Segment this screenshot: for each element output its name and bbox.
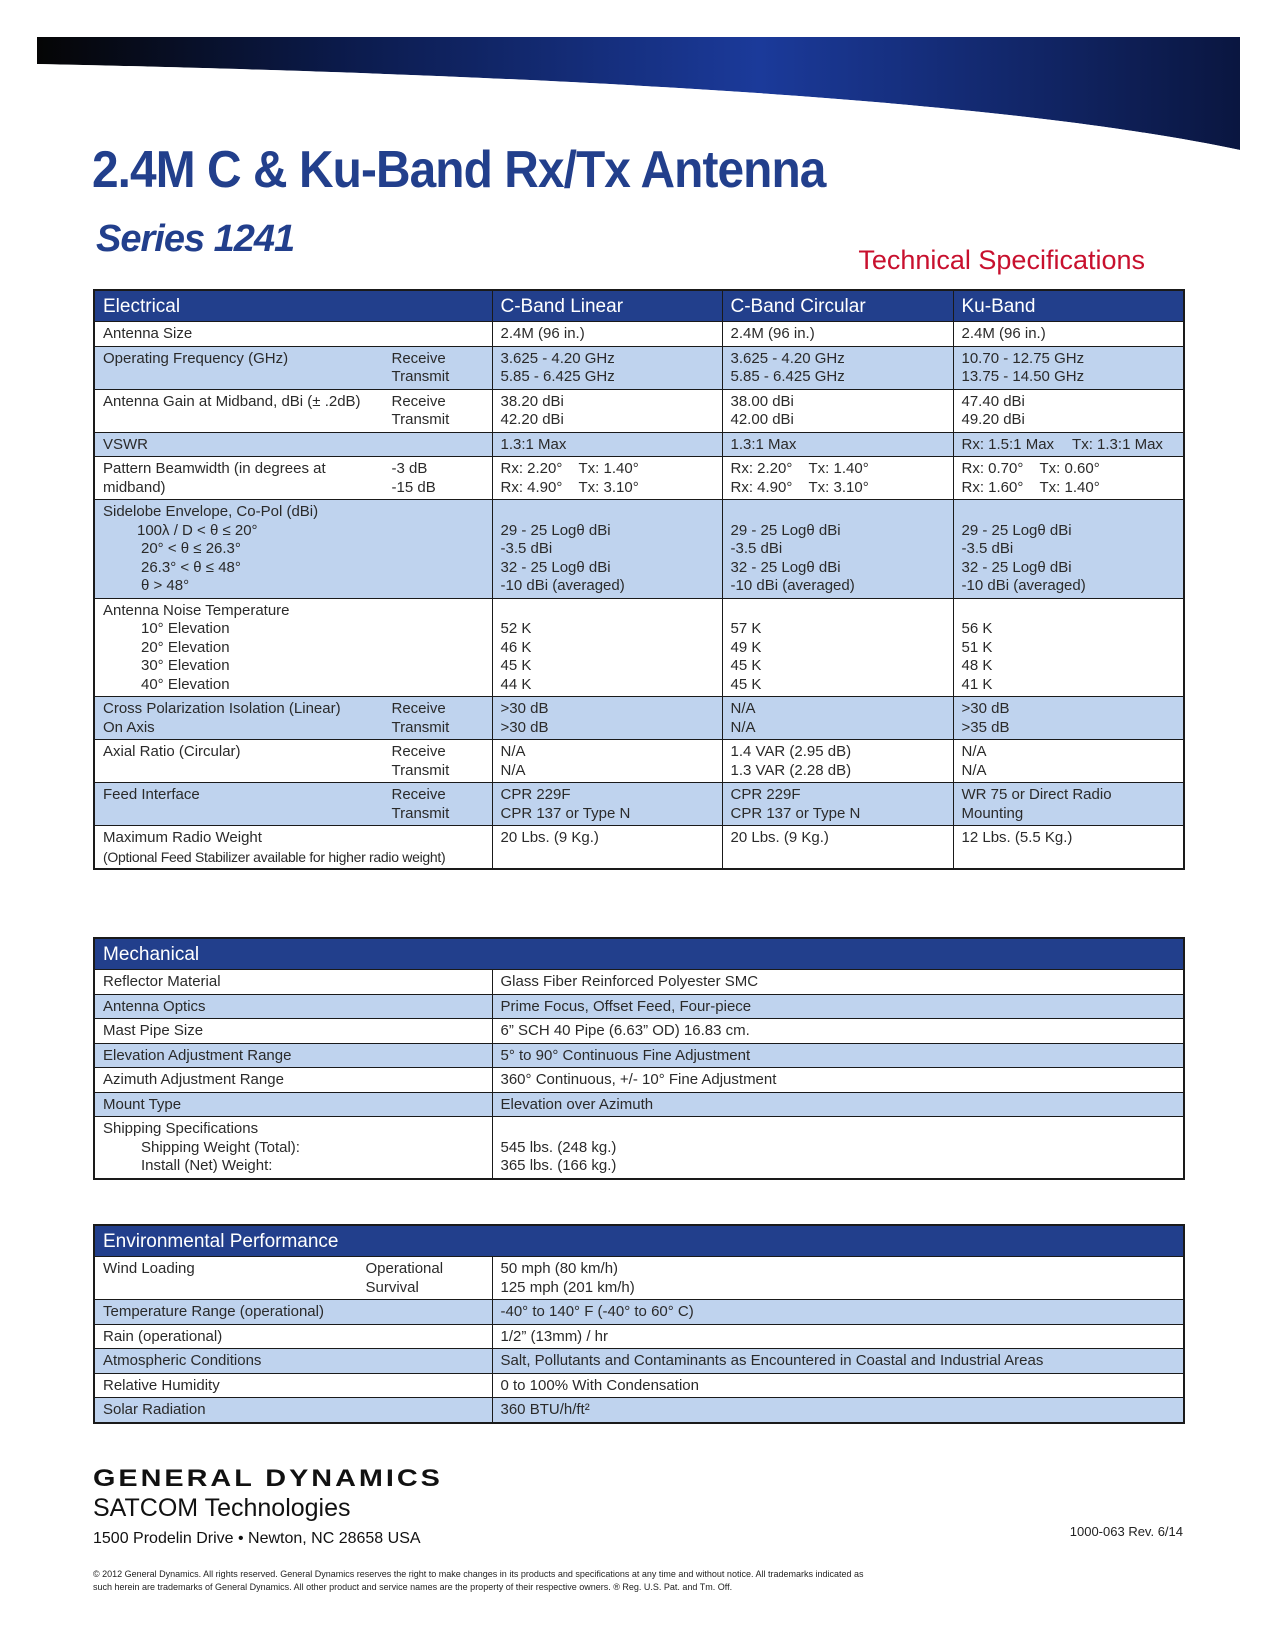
cell-line: N/A bbox=[500, 761, 526, 779]
table-row bbox=[94, 1068, 1184, 1093]
cell-line: -10 dBi (averaged) bbox=[730, 577, 855, 594]
row-label: On Axis bbox=[103, 718, 155, 736]
environmental-header: Environmental Performance bbox=[94, 1225, 1184, 1257]
cell-line: -10 dBi (averaged) bbox=[961, 577, 1086, 594]
cell-line: Rx: 4.90° bbox=[500, 478, 563, 496]
row-label: Antenna Noise Temperature bbox=[103, 601, 290, 619]
cell-line: -10 dBi (averaged) bbox=[500, 577, 625, 594]
cell-value: 0 to 100% With Condensation bbox=[492, 1373, 1184, 1398]
cell-line: CPR 137 or Type N bbox=[500, 804, 631, 822]
condition-line: 20° < θ ≤ 26.3° bbox=[141, 540, 241, 557]
table-row bbox=[94, 322, 1184, 347]
condition-line: 20° Elevation bbox=[141, 638, 230, 656]
cell-line: 13.75 - 14.50 GHz bbox=[961, 368, 1085, 385]
cell-line: 38.00 dBi bbox=[730, 392, 794, 410]
table-row bbox=[94, 432, 1184, 457]
cell-line: 48 K bbox=[961, 657, 993, 674]
table-row bbox=[94, 1092, 1184, 1117]
row-label: Atmospheric Conditions bbox=[94, 1349, 492, 1374]
cell-line: 52 K bbox=[500, 620, 532, 637]
cell-value: 2.4M (96 in.) bbox=[722, 322, 953, 347]
row-label-cell bbox=[94, 697, 492, 740]
table-row bbox=[94, 1043, 1184, 1068]
cell-value bbox=[492, 457, 722, 500]
mechanical-spec-table bbox=[93, 937, 1185, 1180]
table-row bbox=[94, 1398, 1184, 1423]
table-row bbox=[94, 697, 1184, 740]
condition-line: θ > 48° bbox=[141, 577, 190, 594]
cell-line: Rx: 1.5:1 Max bbox=[961, 435, 1055, 453]
sub-label: Transmit bbox=[391, 411, 450, 428]
cell-value bbox=[722, 457, 953, 500]
ku-band-header: Ku-Band bbox=[953, 290, 1184, 322]
row-label: Operating Frequency (GHz) bbox=[103, 349, 289, 367]
sub-label: Receive bbox=[391, 349, 446, 367]
cell-value bbox=[492, 783, 722, 826]
cell-line: 51 K bbox=[961, 638, 993, 656]
cell-value bbox=[722, 783, 953, 826]
cell-value: 12 Lbs. (5.5 Kg.) bbox=[953, 826, 1184, 870]
row-label: Rain (operational) bbox=[94, 1324, 492, 1349]
cell-line: Rx: 4.90° bbox=[730, 478, 793, 496]
row-label-cell bbox=[94, 740, 492, 783]
row-label: Relative Humidity bbox=[94, 1373, 492, 1398]
cell-value: 1.3:1 Max bbox=[492, 432, 722, 457]
table-header-row bbox=[94, 290, 1184, 322]
cell-value bbox=[722, 598, 953, 697]
sub-label: Transmit bbox=[391, 718, 450, 736]
row-label-cell bbox=[94, 500, 492, 599]
table-row bbox=[94, 1373, 1184, 1398]
table-row bbox=[94, 500, 1184, 599]
condition-line: 40° Elevation bbox=[141, 675, 230, 693]
cell-value bbox=[953, 457, 1184, 500]
cell-value bbox=[722, 500, 953, 599]
cell-line: Tx: 0.60° bbox=[1039, 460, 1100, 477]
row-label-cell bbox=[94, 1257, 492, 1300]
cell-line: 32 - 25 Logθ dBi bbox=[500, 558, 611, 576]
cell-value bbox=[953, 783, 1184, 826]
cell-value bbox=[492, 598, 722, 697]
cell-value: 1/2” (13mm) / hr bbox=[492, 1324, 1184, 1349]
sub-label: Receive bbox=[391, 786, 446, 803]
row-label-cell bbox=[94, 783, 492, 826]
cell-line: N/A bbox=[730, 718, 756, 736]
cell-line: 42.00 dBi bbox=[730, 411, 794, 428]
cell-value bbox=[722, 697, 953, 740]
cell-line: Tx: 1.3:1 Max bbox=[1072, 435, 1163, 453]
cell-line: 45 K bbox=[500, 657, 532, 674]
cell-value bbox=[953, 346, 1184, 389]
sub-label: Transmit bbox=[391, 804, 450, 822]
row-label-cell bbox=[94, 598, 492, 697]
row-label: Antenna Gain at Midband, dBi (± .2dB) bbox=[103, 392, 361, 410]
table-row bbox=[94, 598, 1184, 697]
cell-value: 2.4M (96 in.) bbox=[492, 322, 722, 347]
cell-line: 545 lbs. (248 kg.) bbox=[500, 1138, 617, 1156]
cell-line: CPR 229F bbox=[730, 786, 801, 803]
cell-line: N/A bbox=[730, 700, 756, 717]
sub-label: -15 dB bbox=[391, 478, 436, 496]
cell-line: 5.85 - 6.425 GHz bbox=[730, 368, 845, 385]
cell-line: >30 dB bbox=[500, 700, 549, 717]
row-label: Sidelobe Envelope, Co-Pol (dBi) bbox=[103, 503, 319, 520]
cell-value: 6” SCH 40 Pipe (6.63” OD) 16.83 cm. bbox=[492, 1019, 1184, 1044]
cell-value bbox=[492, 500, 722, 599]
cell-line: Rx: 1.60° bbox=[961, 478, 1024, 496]
cell-line: 57 K bbox=[730, 620, 762, 637]
condition-line: Shipping Weight (Total): bbox=[141, 1138, 300, 1156]
cell-line: >30 dB bbox=[500, 718, 549, 736]
cell-line: 46 K bbox=[500, 638, 532, 656]
table-header-row bbox=[94, 1225, 1184, 1257]
sub-label: Receive bbox=[391, 392, 446, 410]
copyright-notice: © 2012 General Dynamics. All rights reserved. General Dynamics reserves the right to make changes in its products and specifications at any time and without notice. All trademarks indicated as such herein are trademarks of General Dynamics. All other product and service names are the property of their respective owners. ® Reg. U.S. Pat. and Tm. Off. bbox=[93, 1569, 864, 1592]
row-label: Mast Pipe Size bbox=[94, 1019, 492, 1044]
condition-line: 26.3° < θ ≤ 48° bbox=[141, 558, 241, 576]
cell-line: 42.20 dBi bbox=[500, 411, 564, 428]
header-banner bbox=[0, 0, 1275, 160]
cell-line: 56 K bbox=[961, 620, 993, 637]
table-row bbox=[94, 1300, 1184, 1325]
cell-value bbox=[953, 598, 1184, 697]
table-row bbox=[94, 740, 1184, 783]
table-row bbox=[94, 457, 1184, 500]
cell-line: 29 - 25 Logθ dBi bbox=[730, 521, 841, 539]
cell-value bbox=[722, 740, 953, 783]
electrical-header: Electrical bbox=[94, 290, 492, 322]
cell-value: Salt, Pollutants and Contaminants as Encountered in Coastal and Industrial Areas bbox=[492, 1349, 1184, 1374]
row-label: Antenna Optics bbox=[94, 994, 492, 1019]
c-band-circular-header: C-Band Circular bbox=[722, 290, 953, 322]
table-header-row bbox=[94, 938, 1184, 970]
row-label: Pattern Beamwidth (in degrees at midband) bbox=[103, 460, 326, 496]
cell-value bbox=[492, 389, 722, 432]
row-label: Solar Radiation bbox=[94, 1398, 492, 1423]
cell-line: 49 K bbox=[730, 638, 762, 656]
cell-value bbox=[722, 346, 953, 389]
page-title: 2.4M C & Ku-Band Rx/Tx Antenna bbox=[92, 141, 826, 199]
table-row bbox=[94, 783, 1184, 826]
row-label: Elevation Adjustment Range bbox=[94, 1043, 492, 1068]
cell-value bbox=[492, 740, 722, 783]
sub-label: Receive bbox=[391, 743, 446, 760]
row-label: Maximum Radio Weight bbox=[103, 829, 262, 846]
cell-value: Elevation over Azimuth bbox=[492, 1092, 1184, 1117]
row-label: Axial Ratio (Circular) bbox=[103, 743, 241, 760]
document-number: 1000-063 Rev. 6/14 bbox=[1069, 1524, 1183, 1539]
series-subtitle: Series 1241 bbox=[96, 218, 295, 260]
cell-line: Tx: 1.40° bbox=[808, 460, 869, 477]
condition-line: 10° Elevation bbox=[141, 620, 230, 637]
cell-line: -3.5 dBi bbox=[500, 540, 553, 557]
row-label: Feed Interface bbox=[103, 786, 200, 803]
row-label-cell bbox=[94, 457, 492, 500]
row-label: Mount Type bbox=[94, 1092, 492, 1117]
cell-line: >35 dB bbox=[961, 718, 1010, 736]
cell-line: 1.4 VAR (2.95 dB) bbox=[730, 743, 852, 760]
row-label: Wind Loading bbox=[103, 1260, 195, 1277]
row-label: Azimuth Adjustment Range bbox=[94, 1068, 492, 1093]
row-label: Antenna Size bbox=[94, 322, 492, 347]
cell-value bbox=[492, 1117, 1184, 1179]
cell-line: 47.40 dBi bbox=[961, 392, 1025, 410]
division-name: SATCOM Technologies bbox=[93, 1494, 351, 1522]
cell-line: 44 K bbox=[500, 675, 532, 693]
c-band-linear-header: C-Band Linear bbox=[492, 290, 722, 322]
cell-line: 41 K bbox=[961, 675, 993, 693]
cell-line: Tx: 1.40° bbox=[1039, 478, 1100, 496]
cell-line: 49.20 dBi bbox=[961, 411, 1025, 428]
cell-line: 1.3 VAR (2.28 dB) bbox=[730, 761, 852, 779]
cell-line: Tx: 3.10° bbox=[578, 478, 639, 496]
row-note: (Optional Feed Stabilizer available for higher radio weight) bbox=[103, 848, 446, 865]
environmental-spec-table bbox=[93, 1224, 1185, 1424]
cell-value bbox=[953, 740, 1184, 783]
cell-line: Rx: 2.20° bbox=[500, 460, 563, 477]
cell-line: 45 K bbox=[730, 675, 762, 693]
cell-value: 360° Continuous, +/- 10° Fine Adjustment bbox=[492, 1068, 1184, 1093]
company-address: 1500 Prodelin Drive • Newton, NC 28658 USA bbox=[93, 1530, 421, 1547]
cell-line: Tx: 1.40° bbox=[578, 460, 639, 477]
row-label-cell bbox=[94, 1117, 492, 1179]
electrical-spec-table bbox=[93, 289, 1185, 870]
table-row bbox=[94, 826, 1184, 870]
cell-value: 360 BTU/h/ft² bbox=[492, 1398, 1184, 1423]
cell-line: Tx: 3.10° bbox=[808, 478, 869, 496]
table-row bbox=[94, 970, 1184, 995]
condition-line: 100λ / D < θ ≤ 20° bbox=[137, 521, 258, 539]
section-label: Technical Specifications bbox=[858, 245, 1145, 275]
cell-value: Glass Fiber Reinforced Polyester SMC bbox=[492, 970, 1184, 995]
cell-line: 45 K bbox=[730, 657, 762, 674]
row-label-cell bbox=[94, 346, 492, 389]
cell-line: N/A bbox=[961, 743, 987, 760]
company-logo: GENERAL DYNAMICS bbox=[93, 1465, 443, 1492]
cell-value bbox=[953, 697, 1184, 740]
row-label: Shipping Specifications bbox=[103, 1120, 259, 1137]
cell-line: CPR 229F bbox=[500, 786, 571, 803]
cell-value: 5° to 90° Continuous Fine Adjustment bbox=[492, 1043, 1184, 1068]
cell-line: 125 mph (201 km/h) bbox=[500, 1278, 635, 1296]
cell-value: -40° to 140° F (-40° to 60° C) bbox=[492, 1300, 1184, 1325]
row-label: Reflector Material bbox=[94, 970, 492, 995]
cell-line: Rx: 0.70° bbox=[961, 460, 1024, 477]
cell-value: Prime Focus, Offset Feed, Four-piece bbox=[492, 994, 1184, 1019]
cell-line: 29 - 25 Logθ dBi bbox=[500, 521, 611, 539]
cell-line: 50 mph (80 km/h) bbox=[500, 1260, 619, 1277]
cell-value bbox=[953, 500, 1184, 599]
sub-label: Receive bbox=[391, 700, 446, 717]
table-row bbox=[94, 346, 1184, 389]
table-row bbox=[94, 1324, 1184, 1349]
row-label: Cross Polarization Isolation (Linear) bbox=[103, 700, 341, 717]
row-label-cell bbox=[94, 389, 492, 432]
sub-label: Transmit bbox=[391, 761, 450, 779]
cell-line: 32 - 25 Logθ dBi bbox=[961, 558, 1072, 576]
cell-value: 20 Lbs. (9 Kg.) bbox=[492, 826, 722, 870]
cell-line: 3.625 - 4.20 GHz bbox=[730, 349, 845, 367]
cell-line: -3.5 dBi bbox=[961, 540, 1014, 557]
cell-line: 32 - 25 Logθ dBi bbox=[730, 558, 841, 576]
cell-value bbox=[953, 389, 1184, 432]
table-row bbox=[94, 1349, 1184, 1374]
mechanical-header: Mechanical bbox=[94, 938, 1184, 970]
cell-line: CPR 137 or Type N bbox=[730, 804, 861, 822]
cell-line: WR 75 or Direct Radio bbox=[961, 786, 1112, 803]
cell-value bbox=[492, 1257, 1184, 1300]
sub-label: Operational bbox=[365, 1260, 444, 1277]
cell-line: Mounting bbox=[961, 804, 1024, 822]
row-label-cell bbox=[94, 826, 492, 870]
cell-line: 5.85 - 6.425 GHz bbox=[500, 368, 615, 385]
table-row bbox=[94, 1117, 1184, 1179]
table-row bbox=[94, 994, 1184, 1019]
cell-line: 3.625 - 4.20 GHz bbox=[500, 349, 615, 367]
cell-value: 20 Lbs. (9 Kg.) bbox=[722, 826, 953, 870]
condition-line: 30° Elevation bbox=[141, 657, 230, 674]
cell-line: N/A bbox=[500, 743, 526, 760]
sub-label: Survival bbox=[365, 1278, 419, 1296]
cell-line: 29 - 25 Logθ dBi bbox=[961, 521, 1072, 539]
cell-value: 2.4M (96 in.) bbox=[953, 322, 1184, 347]
cell-line: 10.70 - 12.75 GHz bbox=[961, 349, 1085, 367]
cell-value bbox=[953, 432, 1184, 457]
cell-value bbox=[492, 697, 722, 740]
table-row bbox=[94, 1257, 1184, 1300]
table-row bbox=[94, 389, 1184, 432]
cell-value: 1.3:1 Max bbox=[722, 432, 953, 457]
cell-line: -3.5 dBi bbox=[730, 540, 783, 557]
cell-line: N/A bbox=[961, 761, 987, 779]
table-row bbox=[94, 1019, 1184, 1044]
sub-label: Transmit bbox=[391, 368, 450, 385]
cell-value bbox=[492, 346, 722, 389]
sub-label: -3 dB bbox=[391, 460, 428, 477]
condition-line: Install (Net) Weight: bbox=[141, 1157, 273, 1174]
row-label: VSWR bbox=[94, 432, 492, 457]
cell-value bbox=[722, 389, 953, 432]
cell-line: 38.20 dBi bbox=[500, 392, 564, 410]
cell-line: 365 lbs. (166 kg.) bbox=[500, 1157, 617, 1174]
cell-line: >30 dB bbox=[961, 700, 1010, 717]
row-label: Temperature Range (operational) bbox=[94, 1300, 492, 1325]
cell-line: Rx: 2.20° bbox=[730, 460, 793, 477]
